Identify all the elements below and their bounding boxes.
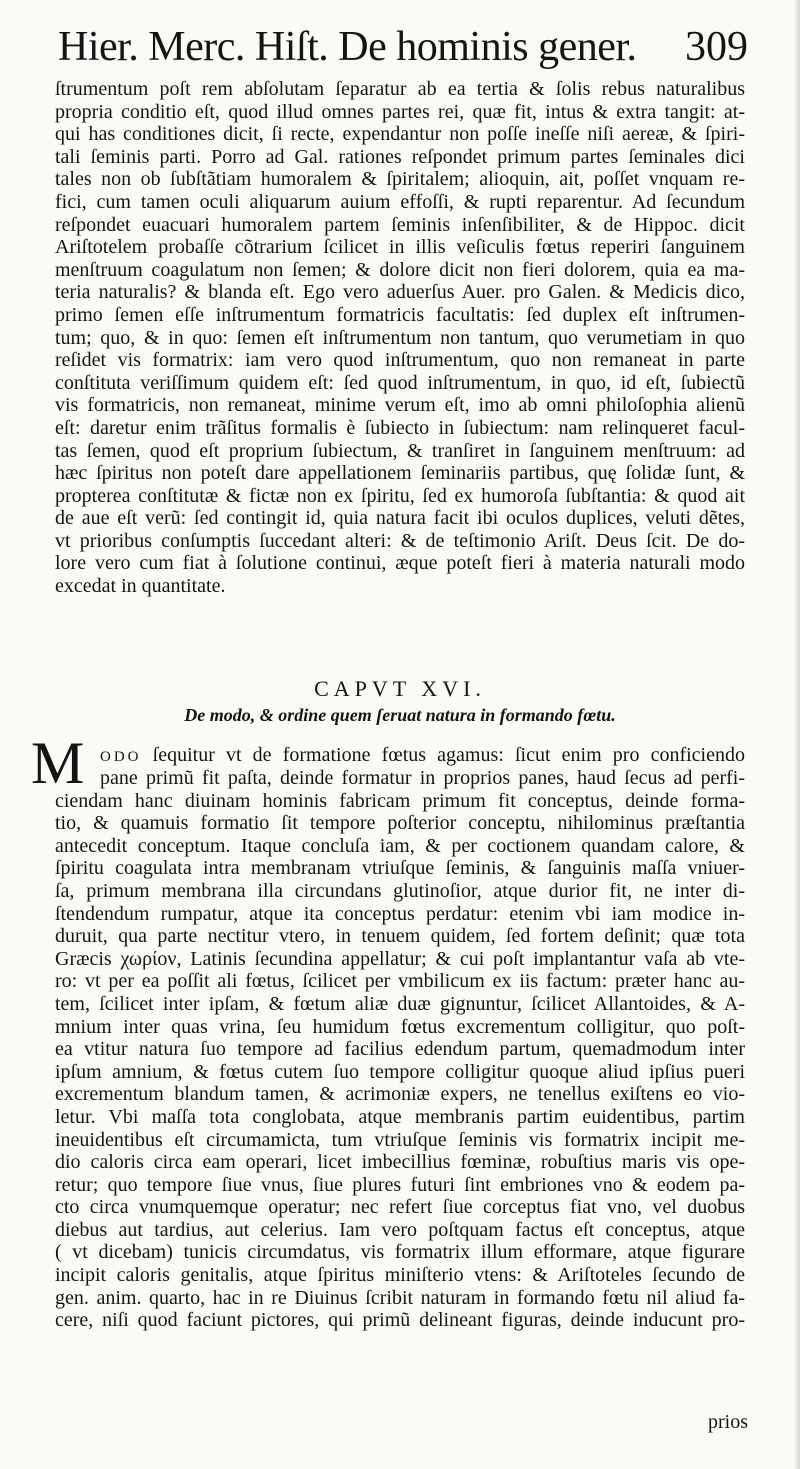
text-line: retur; quo tempore ſiue vnus, ſiue plures futuri ſint embriones vno & eodem pa- (55, 1173, 745, 1196)
text-line: primo ſemen eſſe inſtrumentum formatricis facultatis: ſed duplex eſt inſtrumen- (55, 303, 745, 326)
text-line: propria conditio eſt, quod illud omnes partes rei, quæ fit, intus & extra tangit: at- (55, 100, 745, 123)
text-line: dio caloris circa eam operari, licet imbecillius fœminæ, robuſtius maris vis ope- (55, 1151, 745, 1174)
text-line: ea vtitur natura ſuo tempore ad facilius edendum partum, quemadmodum inter (55, 1038, 745, 1061)
text-line: cto circa vnumquemque operatur; nec refert ſiue corceptus fiat vno, vel duobus (55, 1196, 745, 1219)
text-line: excrementum blandum tamen, & acrimoniæ expers, ne tenellus exiſtens eo vio- (55, 1083, 745, 1106)
text-line: incipit caloris genitalis, atque ſpiritus miniſterio vtens: & Ariſtoteles ſecundo de (55, 1264, 745, 1287)
text-line: pane primũ fit paſta, deinde formatur in proprios panes, haud ſecus ad perfi- (100, 767, 745, 789)
running-head (58, 22, 748, 72)
text-line: teria naturalis? & blanda eſt. Ego vero aduerſus Auer. pro Galen. & Medicis dico, (55, 281, 745, 304)
text-line: gen. anim. quarto, hac in re Diuinus ſcribit naturam in formando fœtu nil aliud fa- (55, 1286, 745, 1309)
chapter-subtitle: De modo, & ordine quem ſeruat natura in formando fœtu. (184, 705, 616, 725)
text-line: duruit, qua parte nectitur vtero, in tenuem quidem, ſed fortem deſinit; quæ tota (55, 925, 745, 948)
text-line: tali ſeminis parti. Porro ad Gal. rationes reſpondet primum partes ſeminales dici (55, 145, 745, 168)
text-line: ineuidentibus eſt circumamicta, tum vtriuſque ſeminis vis formatrix incipit me- (55, 1128, 745, 1151)
text-line: letur. Vbi maſſa tota conglobata, atque membranis partim euidentibus, partim (55, 1105, 745, 1128)
catchword: prios (708, 1411, 748, 1433)
text-line: tem, ſcilicet inter ipſam, & fœtum aliæ duæ gignuntur, ſcilicet Allantoides, & A- (55, 992, 745, 1015)
text-line: ſa, primum membrana illa circundans glutinoſior, atque durior fit, ne inter di- (55, 879, 745, 902)
text-line: tum; quo, & in quo: ſemen eſt inſtrumentum non tantum, quo verumetiam in quo (55, 326, 745, 349)
text-line: ciendam hanc diuinam hominis fabricam primum fit conceptus, deinde forma- (55, 789, 745, 812)
body-text-top (55, 78, 745, 598)
text-line: ro: vt per ea poſſit ali fœtus, ſcilicet per vmbilicum ex iis factum: præter hanc au- (55, 970, 745, 993)
text-line: cere, niſi quod faciunt pictores, qui primũ delineant figuras, deinde inducunt pro- (55, 1309, 745, 1332)
body-text-chapter (55, 767, 745, 1332)
text-line: propterea conſtitutæ & fictæ non ex ſpiritu, ſed ex humoroſa ſubſtantia: & quod ait (55, 484, 745, 507)
chapter-first-line: ſequitur vt de formatione fœtus agamus: ſicut enim pro conficiendo (141, 744, 745, 766)
text-line: vt prioribus conſumptis ſuccedant alteri: & de teſtimonio Ariſt. Deus ſcit. De do- (55, 529, 745, 552)
text-line: antecedit conceptum. Itaque concluſa iam, & per coctionem quandam calore, & (55, 834, 745, 857)
text-line: fici, cum tamen oculi aliquarum auium effoſſi, & rupti reparentur. Ad ſecundum (55, 190, 745, 213)
text-line: Græcis χωρίον, Latinis ſecundina appellatur; & cui poſt implantantur vaſa ab vte- (55, 947, 745, 970)
drop-cap-initial: M (31, 730, 85, 796)
text-line: ſtrumentum poſt rem abſolutam ſeparatur ab ea tertia & ſolis rebus naturalibus (55, 78, 745, 100)
page-number: 309 (685, 24, 748, 70)
text-line: mnium inter quas vrina, ſeu humidum fœtus excrementum colligitur, quo poſt- (55, 1015, 745, 1038)
text-line: reſidet vis formatrix: iam vero quod inſtrumentum, quo non remaneat in parte (55, 349, 745, 372)
text-line: conſtituta veriſſimum quidem eſt: ſed quod inſtrumentum, in quo, id eſt, ſubiectũ (55, 371, 745, 394)
text-line: tas ſemen, quod eſt proprium ſubiectum, & tranſiret in ſanguinem menſtruum: ad (55, 439, 745, 462)
chapter-first-line-wrap (100, 744, 745, 767)
text-line: ſpiritu coagulata intra membranam vtriuſque ſeminis, & ſanguinis maſſa vniuer- (55, 857, 745, 880)
page-edge-shadow (794, 0, 800, 1469)
text-line: ſtendendum rumpatur, atque ita conceptus perdatur: etenim vbi iam modice in- (55, 902, 745, 925)
text-line: tales non ob ſubſtãtiam humoralem & ſpiritalem; alioquin, ait, poſſet vnquam re- (55, 168, 745, 191)
text-line: ( vt dicebam) tunicis circumdatus, vis formatrix illum efformare, atque figurare (55, 1241, 745, 1264)
text-line: de aue eſt verũ: ſed contingit id, quia natura facit ibi oculos duplices, veluti dẽtes, (55, 507, 745, 530)
text-line: eſt: daretur enim trãſitus formalis è ſubiecto in ſubiectum: nam relinqueret facul- (55, 416, 745, 439)
text-line: excedat in quantitate. (55, 575, 226, 598)
text-line: tio, & quamuis formatio ſit tempore poſterior conceptu, nihilominus præſtantia (55, 812, 745, 835)
drop-cap-rest: ODO (100, 749, 142, 765)
text-line (100, 744, 745, 767)
text-line: lore vero cum fiat à ſolutione continui, æque poteſt fieri à materia naturali modo (55, 552, 745, 575)
text-line: hæc ſpiritus non poteſt dare appellationem ſeminariis partibus, quę ſolidæ ſunt, & (55, 462, 745, 485)
text-line: qui has conditiones dicit, ſi recte, expendantur non poſſe ineſſe niſi aereæ, & ſpiri- (55, 123, 745, 146)
text-line: vis formatricis, non remaneat, minime verum eſt, imo ab omni philoſophia alienũ (55, 394, 745, 417)
text-line: menſtruum coagulatum non ſemen; & dolore dicit non fieri dolorem, quia ea ma- (55, 258, 745, 281)
running-title: Hier. Merc. Hiſt. De hominis gener. (58, 24, 637, 70)
text-line: diebus aut tardius, aut celerius. Iam vero poſtquam factus eſt conceptus, atque (55, 1218, 745, 1241)
text-line: ipſum amnium, & fœtus cutem ſuo tempore colligitur quoque aliud ipſius pueri (55, 1060, 745, 1083)
text-line: reſpondet euacuari humoralem partem ſeminis inſenſibiliter, & de Hippoc. dicit (55, 213, 745, 236)
chapter-heading: CAPVT XVI. (314, 676, 486, 701)
text-line: Ariſtotelem probaſſe cõtrarium ſcilicet in illis veſiculis fœtus reperiri ſanguinem (55, 236, 745, 259)
